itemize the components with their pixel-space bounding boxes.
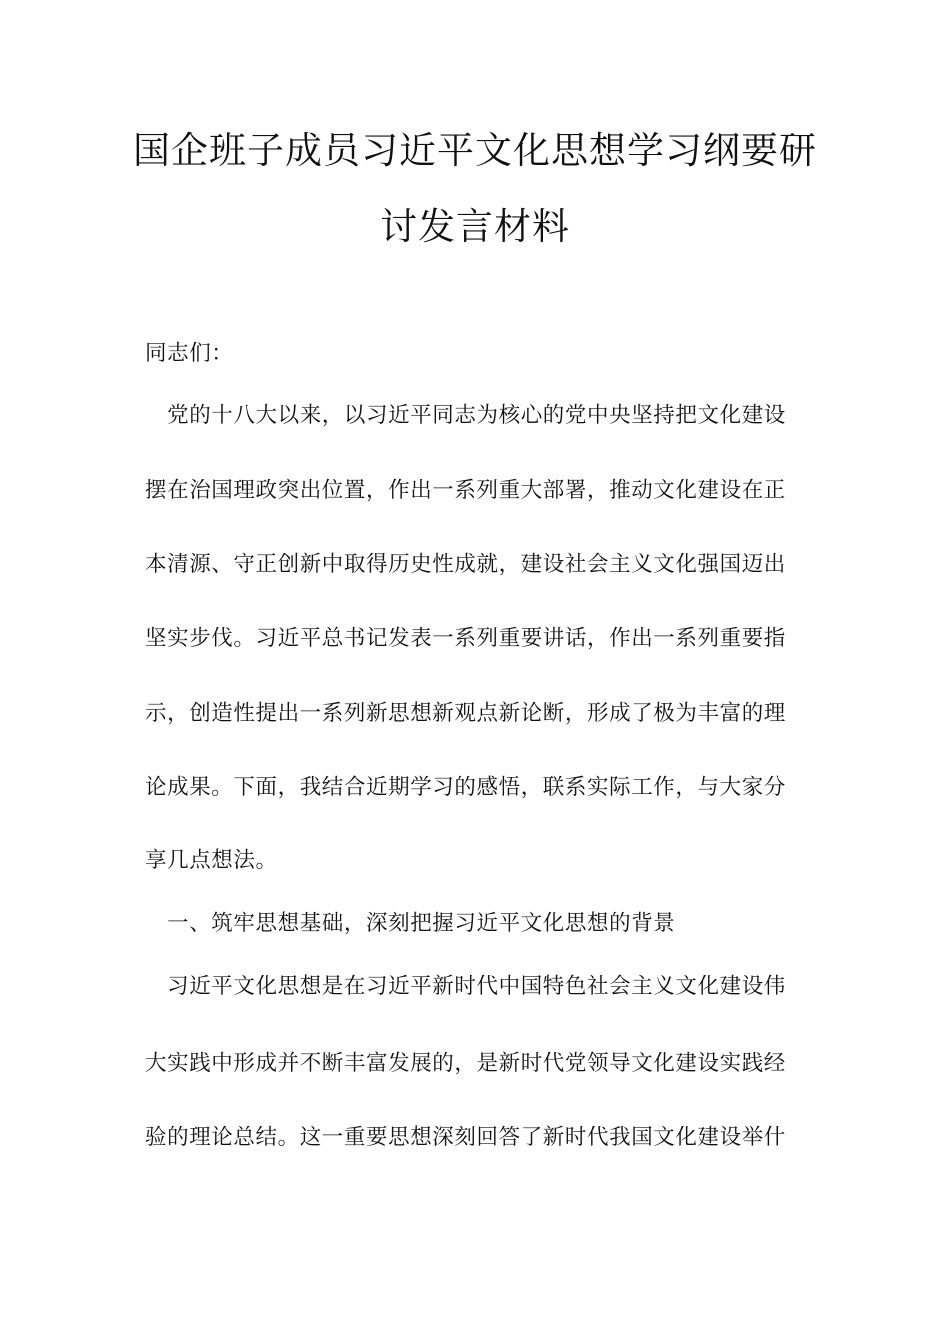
body-line-1: 党的十八大以来，以习近平同志为核心的党中央坚持把文化建设 [145, 403, 786, 428]
body-line-9: 习近平文化思想是在习近平新时代中国特色社会主义文化建设伟 [145, 974, 786, 999]
body-line-6: 论成果。下面，我结合近期学习的感悟，联系实际工作，与大家分 [145, 775, 786, 800]
body-line-2: 摆在治国理政突出位置，作出一系列重大部署，推动文化建设在正 [145, 478, 786, 503]
section-heading-1: 一、筑牢思想基础，深刻把握习近平文化思想的背景 [145, 911, 676, 936]
document-title-line-1: 国企班子成员习近平文化思想学习纲要研 [133, 129, 817, 172]
document-title-line-2: 讨发言材料 [380, 205, 570, 248]
body-line-4: 坚实步伐。习近平总书记发表一系列重要讲话，作出一系列重要指 [145, 626, 786, 651]
body-line-7: 享几点想法。 [145, 848, 278, 873]
body-line-3: 本清源、守正创新中取得历史性成就，建设社会主义文化强国迈出 [145, 552, 786, 577]
body-line-5: 示，创造性提出一系列新思想新观点新论断，形成了极为丰富的理 [145, 701, 786, 726]
body-line-11: 验的理论总结。这一重要思想深刻回答了新时代我国文化建设举什 [145, 1125, 786, 1150]
body-line-10: 大实践中形成并不断丰富发展的，是新时代党领导文化建设实践经 [145, 1051, 786, 1076]
salutation: 同志们： [145, 341, 234, 366]
